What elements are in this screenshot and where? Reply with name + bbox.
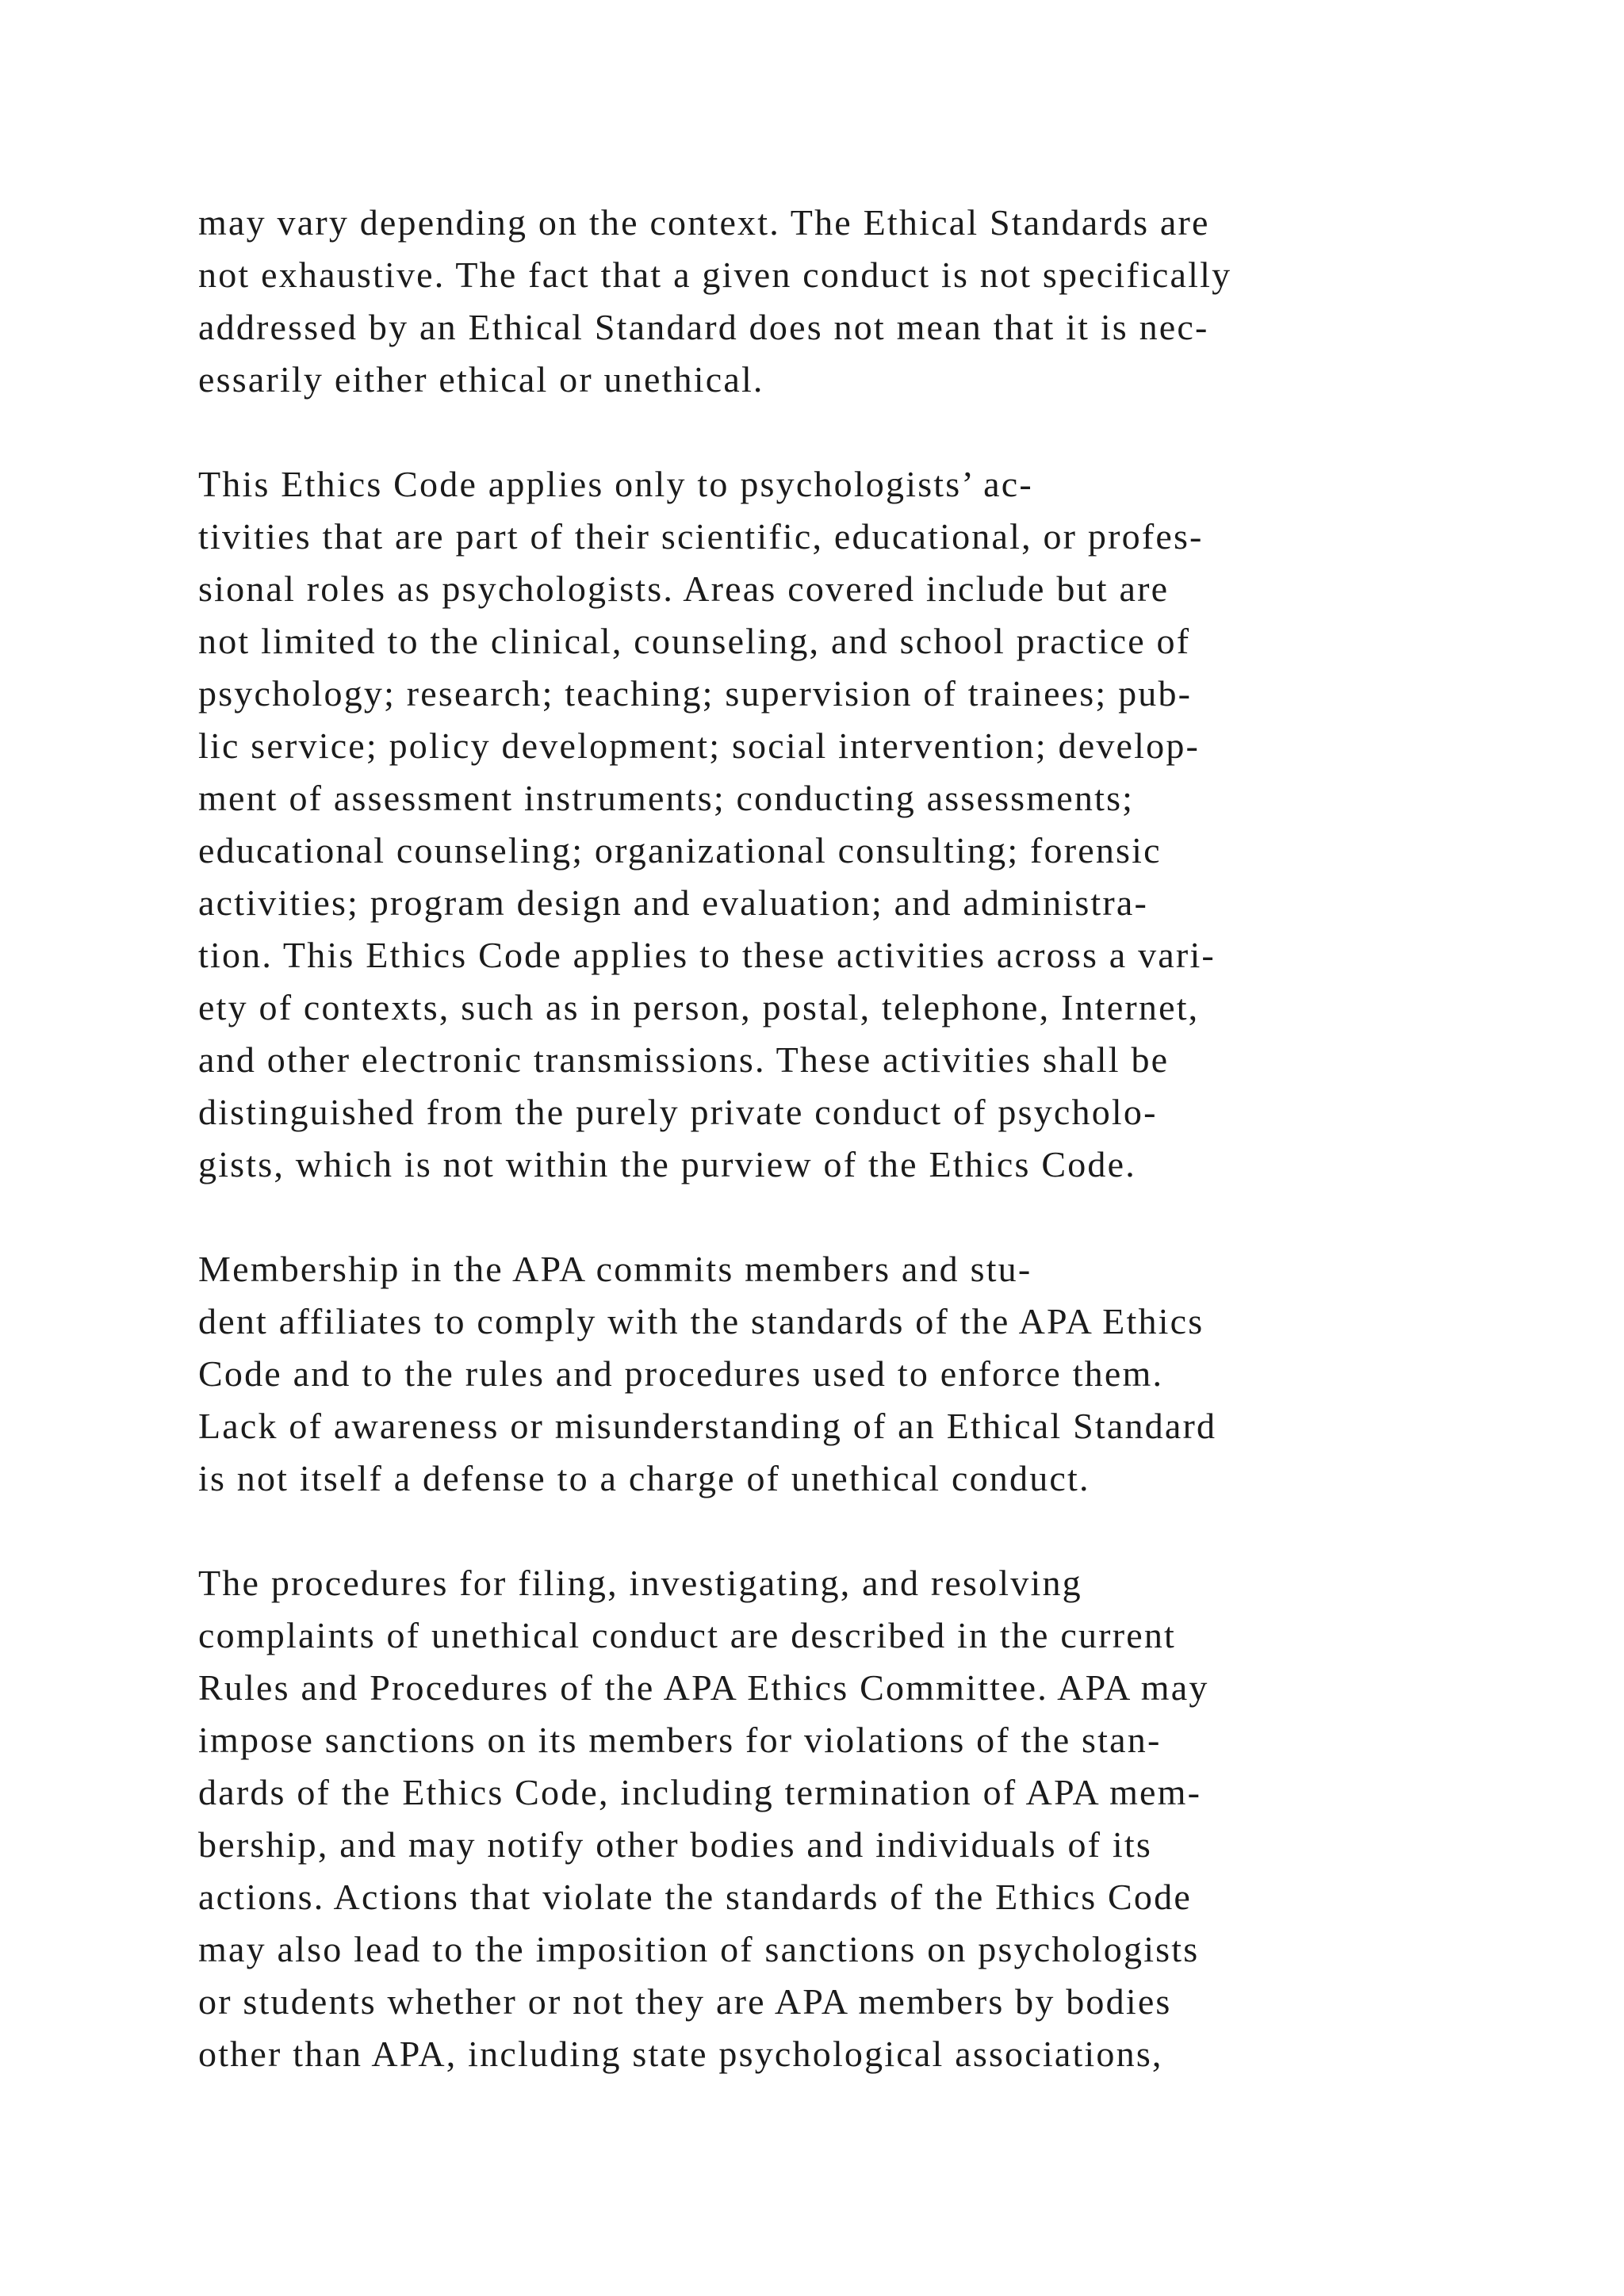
text-line: is not itself a defense to a charge of unethical conduct. [198, 1458, 1090, 1498]
text-line: addressed by an Ethical Standard does not mean that it is nec- [198, 307, 1209, 347]
text-line: sional roles as psychologists. Areas covered include but are [198, 568, 1170, 609]
text-line: other than APA, including state psychological associations, [198, 2034, 1163, 2074]
text-line: bership, and may notify other bodies and individuals of its [198, 1824, 1152, 1865]
text-line: Lack of awareness or misunderstanding of an Ethical Standard [198, 1406, 1217, 1446]
text-line: Membership in the APA commits members and stu- [198, 1249, 1032, 1289]
text-line: ety of contexts, such as in person, postal, telephone, Internet, [198, 987, 1200, 1027]
text-line: Rules and Procedures of the APA Ethics Committee. APA may [198, 1667, 1209, 1708]
text-line: dent affiliates to comply with the standards of the APA Ethics [198, 1301, 1205, 1341]
text-line: tion. This Ethics Code applies to these activities across a vari- [198, 935, 1216, 975]
text-line: The procedures for filing, investigating, and resolving [198, 1563, 1082, 1603]
paragraph-scope [198, 458, 1507, 1191]
text-line: This Ethics Code applies only to psychologists’ ac- [198, 464, 1033, 504]
text-line: may also lead to the imposition of sanctions on psychologists [198, 1929, 1200, 1969]
text-line: psychology; research; teaching; supervision of trainees; pub- [198, 673, 1193, 714]
text-line: gists, which is not within the purview of the Ethics Code. [198, 1144, 1136, 1184]
text-line: distinguished from the purely private conduct of psycholo- [198, 1092, 1158, 1132]
text-line: ment of assessment instruments; conducting assessments; [198, 778, 1135, 818]
text-line: impose sanctions on its members for violations of the stan- [198, 1720, 1162, 1760]
text-line: activities; program design and evaluation; and administra- [198, 882, 1149, 923]
text-line: actions. Actions that violate the standards of the Ethics Code [198, 1877, 1192, 1917]
text-line: not limited to the clinical, counseling, and school practice of [198, 621, 1191, 661]
paragraph-membership [198, 1243, 1507, 1505]
text-line: not exhaustive. The fact that a given conduct is not specifically [198, 254, 1232, 295]
text-line: lic service; policy development; social intervention; develop- [198, 725, 1201, 766]
text-line: and other electronic transmissions. These activities shall be [198, 1039, 1170, 1080]
body-text [198, 197, 1507, 2133]
text-line: dards of the Ethics Code, including termination of APA mem- [198, 1772, 1202, 1812]
paragraph-context-note [198, 197, 1507, 406]
text-line: Code and to the rules and procedures used to enforce them. [198, 1353, 1164, 1394]
text-line: complaints of unethical conduct are described in the current [198, 1615, 1177, 1655]
text-line: may vary depending on the context. The Ethical Standards are [198, 202, 1210, 243]
paragraph-procedures [198, 1557, 1507, 2080]
text-line: educational counseling; organizational consulting; forensic [198, 830, 1162, 871]
text-line: essarily either ethical or unethical. [198, 359, 764, 400]
text-line: tivities that are part of their scientific, educational, or profes- [198, 516, 1204, 557]
text-line: or students whether or not they are APA members by bodies [198, 1981, 1172, 2022]
